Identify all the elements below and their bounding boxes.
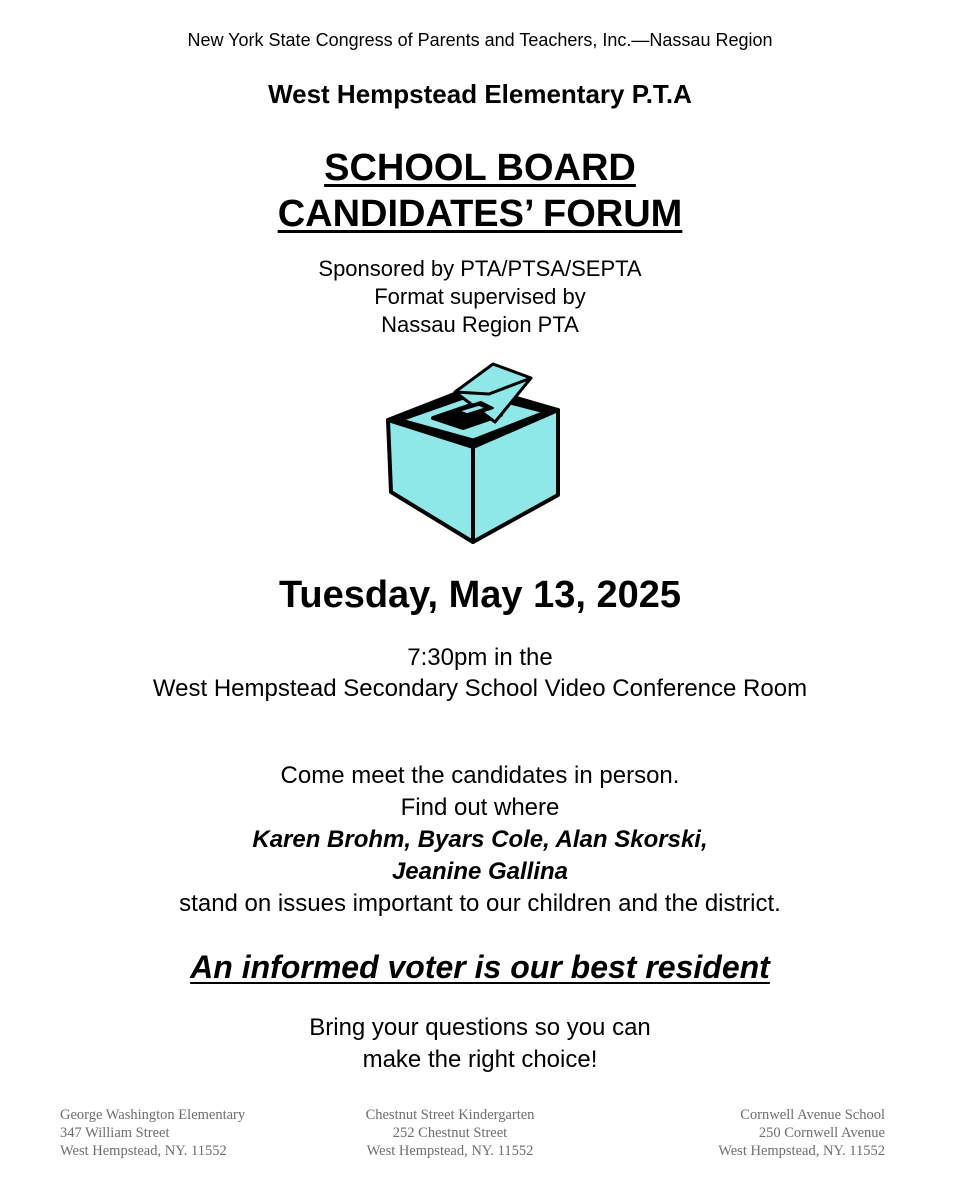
school-city: West Hempstead, NY. 11552 bbox=[60, 1143, 227, 1159]
event-time-location bbox=[0, 642, 960, 704]
closing-line-1: Bring your questions so you can bbox=[309, 1014, 651, 1041]
invite-line-1: Come meet the candidates in person. bbox=[280, 762, 680, 789]
organization-line: New York State Congress of Parents and Teachers, Inc.—Nassau Region bbox=[187, 30, 773, 50]
candidate-names-2: Jeanine Gallina bbox=[391, 858, 569, 885]
slogan-text: An informed voter is our best resident bbox=[190, 949, 770, 985]
school-name: Cornwell Avenue School bbox=[740, 1107, 885, 1123]
event-location: West Hempstead Secondary School Video Conference Room bbox=[152, 675, 808, 702]
event-date: Tuesday, May 13, 2025 bbox=[278, 574, 682, 616]
school-address-3 bbox=[718, 1106, 885, 1160]
pta-name: West Hempstead Elementary P.T.A bbox=[268, 79, 692, 109]
closing-line-2: make the right choice! bbox=[362, 1046, 598, 1073]
school-name: Chestnut Street Kindergarten bbox=[365, 1107, 535, 1123]
school-street: 347 William Street bbox=[60, 1125, 170, 1141]
invite-line-2: Find out where bbox=[400, 794, 560, 821]
invite-line-3: stand on issues important to our children and the district. bbox=[179, 890, 781, 917]
invite-block bbox=[0, 760, 960, 920]
title-line-2: CANDIDATES’ FORUM bbox=[277, 193, 683, 235]
school-city: West Hempstead, NY. 11552 bbox=[718, 1143, 885, 1159]
closing-block bbox=[0, 1012, 960, 1076]
school-name: George Washington Elementary bbox=[60, 1107, 246, 1123]
title-line-1: SCHOOL BOARD bbox=[324, 147, 636, 189]
school-city: West Hempstead, NY. 11552 bbox=[366, 1143, 534, 1159]
sponsor-line-3: Nassau Region PTA bbox=[381, 312, 579, 337]
school-address-2 bbox=[330, 1106, 570, 1160]
sponsor-line-1: Sponsored by PTA/PTSA/SEPTA bbox=[318, 256, 642, 281]
sponsor-block bbox=[0, 255, 960, 339]
ballot-box-icon bbox=[383, 362, 563, 544]
sponsor-line-2: Format supervised by bbox=[374, 284, 586, 309]
candidate-names-1: Karen Brohm, Byars Cole, Alan Skorski, bbox=[252, 826, 708, 853]
school-street: 252 Chestnut Street bbox=[392, 1125, 508, 1141]
page-title bbox=[0, 145, 960, 237]
school-street: 250 Cornwell Avenue bbox=[758, 1125, 885, 1141]
slogan bbox=[0, 947, 960, 987]
event-time: 7:30pm in the bbox=[407, 644, 553, 671]
school-address-1 bbox=[60, 1106, 245, 1160]
